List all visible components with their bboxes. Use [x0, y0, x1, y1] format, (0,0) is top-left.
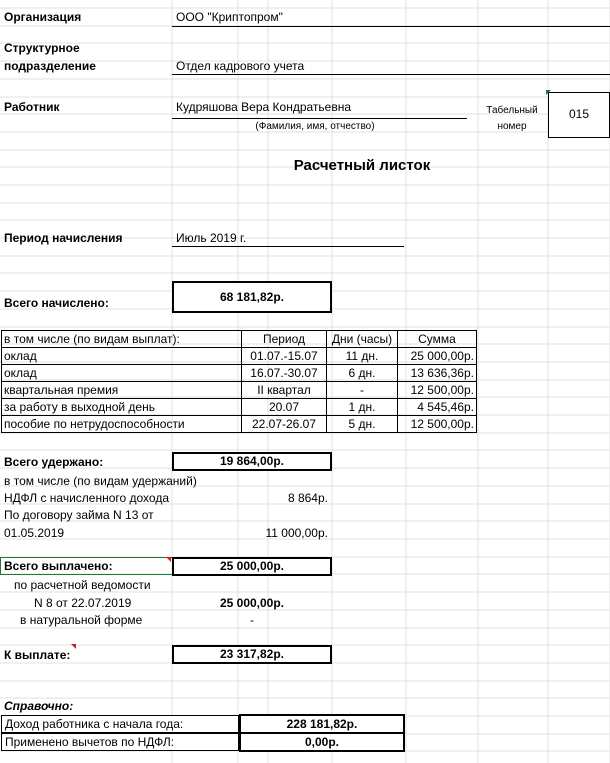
cell-days: - [327, 382, 398, 399]
paid-box [172, 557, 332, 576]
to-pay-box [172, 645, 332, 664]
cell-type: за работу в выходной день [2, 399, 242, 416]
withheld-ndfl-label: НДФЛ с начисленного дохода [4, 491, 170, 505]
withheld-subheader: в том числе (по видам удержаний) [4, 474, 197, 488]
income-box [239, 714, 405, 734]
org-label: Организация [4, 10, 82, 24]
cell-type: оклад [2, 365, 242, 382]
deduct-box [239, 732, 405, 752]
employee-hint: (Фамилия, имя, отчество) [255, 121, 375, 132]
cell-comment-marker [166, 557, 171, 562]
withheld-box [172, 452, 332, 471]
accrued-label: Всего начислено: [4, 296, 109, 310]
withheld-label: Всего удержано: [4, 455, 104, 469]
employee-underline [172, 118, 467, 119]
paid-natural-label: в натуральной форме [20, 613, 143, 627]
cell-period: 16.07.-30.07 [242, 365, 327, 382]
paid-natural-value: - [250, 613, 254, 627]
reference-label: Справочно: [4, 699, 74, 713]
col-header-type: в том числе (по видам выплат): [2, 331, 242, 348]
cell-period: 22.07-26.07 [242, 416, 327, 433]
cell-days: 5 дн. [327, 416, 398, 433]
cell-sum: 13 636,36р. [398, 365, 477, 382]
dept-label-line2: подразделение [4, 59, 96, 73]
cell-days: 6 дн. [327, 365, 398, 382]
cell-days: 11 дн. [327, 348, 398, 365]
income-label-cell [1, 715, 239, 733]
paid-statement-line2: N 8 от 22.07.2019 [34, 596, 132, 610]
dept-underline [172, 74, 610, 75]
cell-period: 01.07.-15.07 [242, 348, 327, 365]
tab-label-line2: номер [497, 121, 527, 132]
accrual-table-header [2, 331, 477, 348]
period-value: Июль 2019 г. [176, 231, 247, 245]
cell-comment-marker [546, 90, 551, 95]
cell-comment-marker [71, 644, 76, 649]
cell-sum: 4 545,46р. [398, 399, 477, 416]
employee-name: Кудряшова Вера Кондратьевна [176, 100, 352, 114]
col-header-days: Дни (часы) [327, 331, 398, 348]
paid-label: Всего выплачено: [4, 559, 113, 573]
employee-label: Работник [4, 100, 60, 114]
col-header-period: Период [242, 331, 327, 348]
table-row [2, 416, 477, 433]
tab-label-line1: Табельный [486, 105, 538, 116]
cell-days: 1 дн. [327, 399, 398, 416]
to-pay-value: 23 317,82р. [219, 647, 285, 661]
period-label: Период начисления [4, 231, 123, 245]
org-value: ООО "Криптопром" [176, 10, 283, 24]
paid-statement-line1: по расчетной ведомости [14, 578, 151, 592]
deduct-label-cell [1, 733, 239, 751]
table-row [2, 399, 477, 416]
withheld-loan-label-line2: 01.05.2019 [4, 526, 65, 540]
cell-sum: 12 500,00р. [398, 382, 477, 399]
cell-period: II квартал [242, 382, 327, 399]
accrual-table [1, 330, 477, 433]
withheld-loan-value: 11 000,00р. [265, 526, 328, 540]
income-label: Доход работника с начала года: [5, 717, 184, 731]
cell-sum: 25 000,00р. [398, 348, 477, 365]
cell-period: 20.07 [242, 399, 327, 416]
tab-number: 015 [568, 107, 590, 121]
table-row [2, 365, 477, 382]
dept-label-line1: Структурное [4, 41, 80, 55]
cell-type: квартальная премия [2, 382, 242, 399]
withheld-ndfl-value: 8 864р. [287, 491, 328, 505]
withheld-value: 19 864,00р. [219, 454, 285, 468]
dept-value: Отдел кадрового учета [176, 59, 305, 73]
cell-type: пособие по нетрудоспособности [2, 416, 242, 433]
deduct-value: 0,00р. [304, 735, 340, 749]
period-underline [172, 246, 404, 247]
table-row [2, 348, 477, 365]
paid-value: 25 000,00р. [219, 559, 285, 573]
accrued-value: 68 181,82р. [219, 290, 285, 304]
page-title: Расчетный листок [293, 157, 431, 174]
accrued-box [172, 281, 332, 313]
income-value: 228 181,82р. [286, 717, 358, 731]
table-row [2, 382, 477, 399]
cell-type: оклад [2, 348, 242, 365]
col-header-sum: Сумма [398, 331, 477, 348]
paid-statement-value: 25 000,00р. [219, 596, 285, 610]
to-pay-label: К выплате: [4, 648, 71, 662]
tab-number-cell [548, 92, 610, 138]
withheld-loan-label-line1: По договору займа N 13 от [4, 508, 154, 522]
cell-sum: 12 500,00р. [398, 416, 477, 433]
deduct-label: Применено вычетов по НДФЛ: [5, 735, 175, 749]
org-underline [172, 26, 610, 27]
